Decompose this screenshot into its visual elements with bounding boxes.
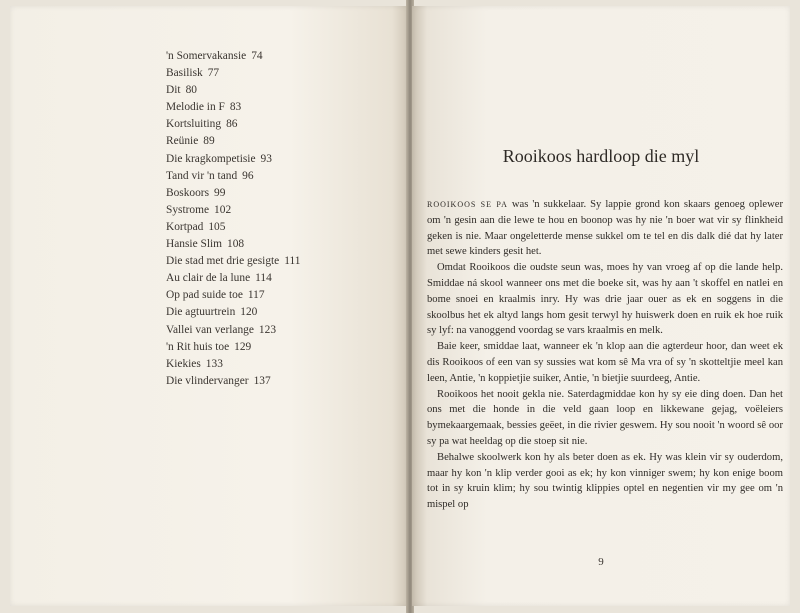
page-number: 9: [598, 556, 604, 568]
toc-entry-title: 'n Somervakansie: [166, 50, 247, 62]
toc-entry-title: Hansie Slim: [166, 238, 223, 251]
toc-entry-title: Die stad met drie gesigte: [166, 255, 280, 268]
toc-entry: [166, 99, 386, 116]
toc-entry-title: Kortsluiting: [166, 118, 222, 131]
toc-entry: [166, 304, 386, 321]
toc-entry: [166, 151, 386, 168]
toc-entry-title: Die kragkompetisie: [166, 152, 256, 165]
toc-entry-page: 74: [251, 50, 263, 62]
toc-entry-title: Die vlindervanger: [166, 374, 249, 387]
toc-entry-title: Melodie in F: [166, 101, 225, 114]
paragraph: Rooikoos het nooit gekla nie. Saterdagmiddae kon hy sy eie ding doen. Dan het ons met die honde in die veld gaan loop en likkewane gejag, voëleiers bymekaargemaak, bessies geëet, in die rivier geswem. Hy sou nooit 'n woord sê oor sy pa wat heeldag op die stoep sit nie.: [427, 388, 783, 447]
chapter-body: [427, 197, 783, 513]
toc-entry: [166, 65, 386, 82]
toc-entry: [166, 133, 386, 150]
toc-entry: [166, 270, 386, 287]
toc-entry-page: 102: [214, 203, 232, 216]
toc-entry-title: Kortpad: [166, 220, 204, 233]
toc-entry: [166, 253, 386, 270]
toc-entry-page: 133: [205, 357, 223, 370]
toc-entry: [166, 168, 386, 185]
paragraph-text: was 'n sukkelaar. Sy lappie grond kon skaars genoeg oplewer om 'n gesin aan die lewe te hou en boonop was hy nie 'n boer wat vir sy flinkheid geken is nie. Maar ongeletterde mense sukkel om te tel en dis dalk dié dat hy later met sewe kinders gesit het.: [427, 199, 783, 258]
toc-entry-page: 123: [258, 323, 277, 336]
toc-entry-page: 99: [214, 186, 226, 199]
toc-entry: [166, 116, 386, 133]
paragraph: Behalwe skoolwerk kon hy als beter doen as ek. Hy was klein vir sy ouderdom, maar hy kon 'n klip verder gooi as ek; hy kon vinniger swem; hy kon enige boom tot in sy kruin klim; hy sou twintig klippies optel en negentien vir my gee om 'n mispel op: [427, 451, 783, 511]
toc-entry-page: 137: [253, 374, 271, 387]
toc-entry: [166, 185, 386, 202]
toc-entry: [166, 48, 386, 65]
toc-entry-title: Systrome: [166, 203, 210, 216]
toc-entry: [166, 219, 386, 236]
toc-entry-page: 96: [242, 169, 254, 182]
toc-entry: [166, 356, 386, 373]
toc-entry-page: 77: [207, 67, 220, 80]
toc-entry: [166, 322, 386, 339]
toc-entry-title: Reünie: [166, 135, 199, 148]
toc-entry-title: Boskoors: [166, 186, 210, 199]
toc-entry-title: Basilisk: [166, 67, 203, 80]
lead-in-smallcaps: ROOIKOOS SE PA: [427, 200, 508, 209]
toc-entry-page: 111: [284, 255, 301, 268]
chapter-title: Rooikoos hardloop die myl: [502, 146, 700, 166]
toc-entry-title: 'n Rit huis toe: [166, 340, 230, 353]
toc-entry-page: 83: [229, 101, 242, 114]
paragraph: Baie keer, smiddae laat, wanneer ek 'n klop aan die agterdeur hoor, dan weet ek dis Rooikoos of een van sy sussies wat kom sê Ma vra of sy 'n skotteltjie meel kan leen, Antie, 'n koppietjie suiker, Antie, 'n bietjie suurdeeg, Antie.: [427, 341, 783, 384]
toc-entry: [166, 202, 386, 219]
toc-entry-page: 108: [227, 238, 245, 251]
toc-entry-title: Kiekies: [166, 357, 201, 370]
toc-entry-page: 105: [208, 220, 226, 233]
toc-entry: [166, 82, 386, 99]
toc-entry-page: 117: [247, 289, 265, 302]
toc-entry-page: 120: [240, 306, 258, 319]
toc-entry-title: Die agtuurtrein: [166, 306, 236, 319]
toc-entry-title: Vallei van verlange: [166, 323, 254, 336]
toc-entry-page: 89: [203, 135, 215, 148]
toc-entry-page: 129: [234, 340, 252, 353]
toc-entry: [166, 287, 386, 304]
table-of-contents: [166, 48, 386, 390]
toc-entry-page: 93: [260, 152, 272, 165]
toc-entry-title: Au clair de la lune: [166, 272, 251, 285]
toc-entry: [166, 236, 386, 253]
toc-entry-page: 114: [255, 272, 272, 285]
toc-entry-title: Dit: [166, 84, 181, 97]
toc-entry: [166, 339, 386, 356]
toc-entry: [166, 373, 386, 390]
paragraph: [427, 197, 783, 260]
toc-entry-page: 86: [226, 118, 238, 131]
toc-entry-page: 80: [185, 84, 197, 97]
toc-entry-title: Op pad suide toe: [166, 289, 243, 302]
paragraph: Omdat Rooikoos die oudste seun was, moes hy van vroeg af op die lande help. Smiddae ná skool wanneer ons met die boeke sit, was hy aan 't skoffel en natlei en bome snoei en kraalmis inry. Hy was drie jaar ouer as ek en soggens in die skoolbus het ek altyd langs hom gesit terwyl hy huiswerk doen en ruik ek hoe ruik sy lyf: na vanoggend voordag se vars kraalmis en melk.: [427, 262, 783, 337]
toc-entry-title: Tand vir 'n tand: [166, 169, 238, 182]
